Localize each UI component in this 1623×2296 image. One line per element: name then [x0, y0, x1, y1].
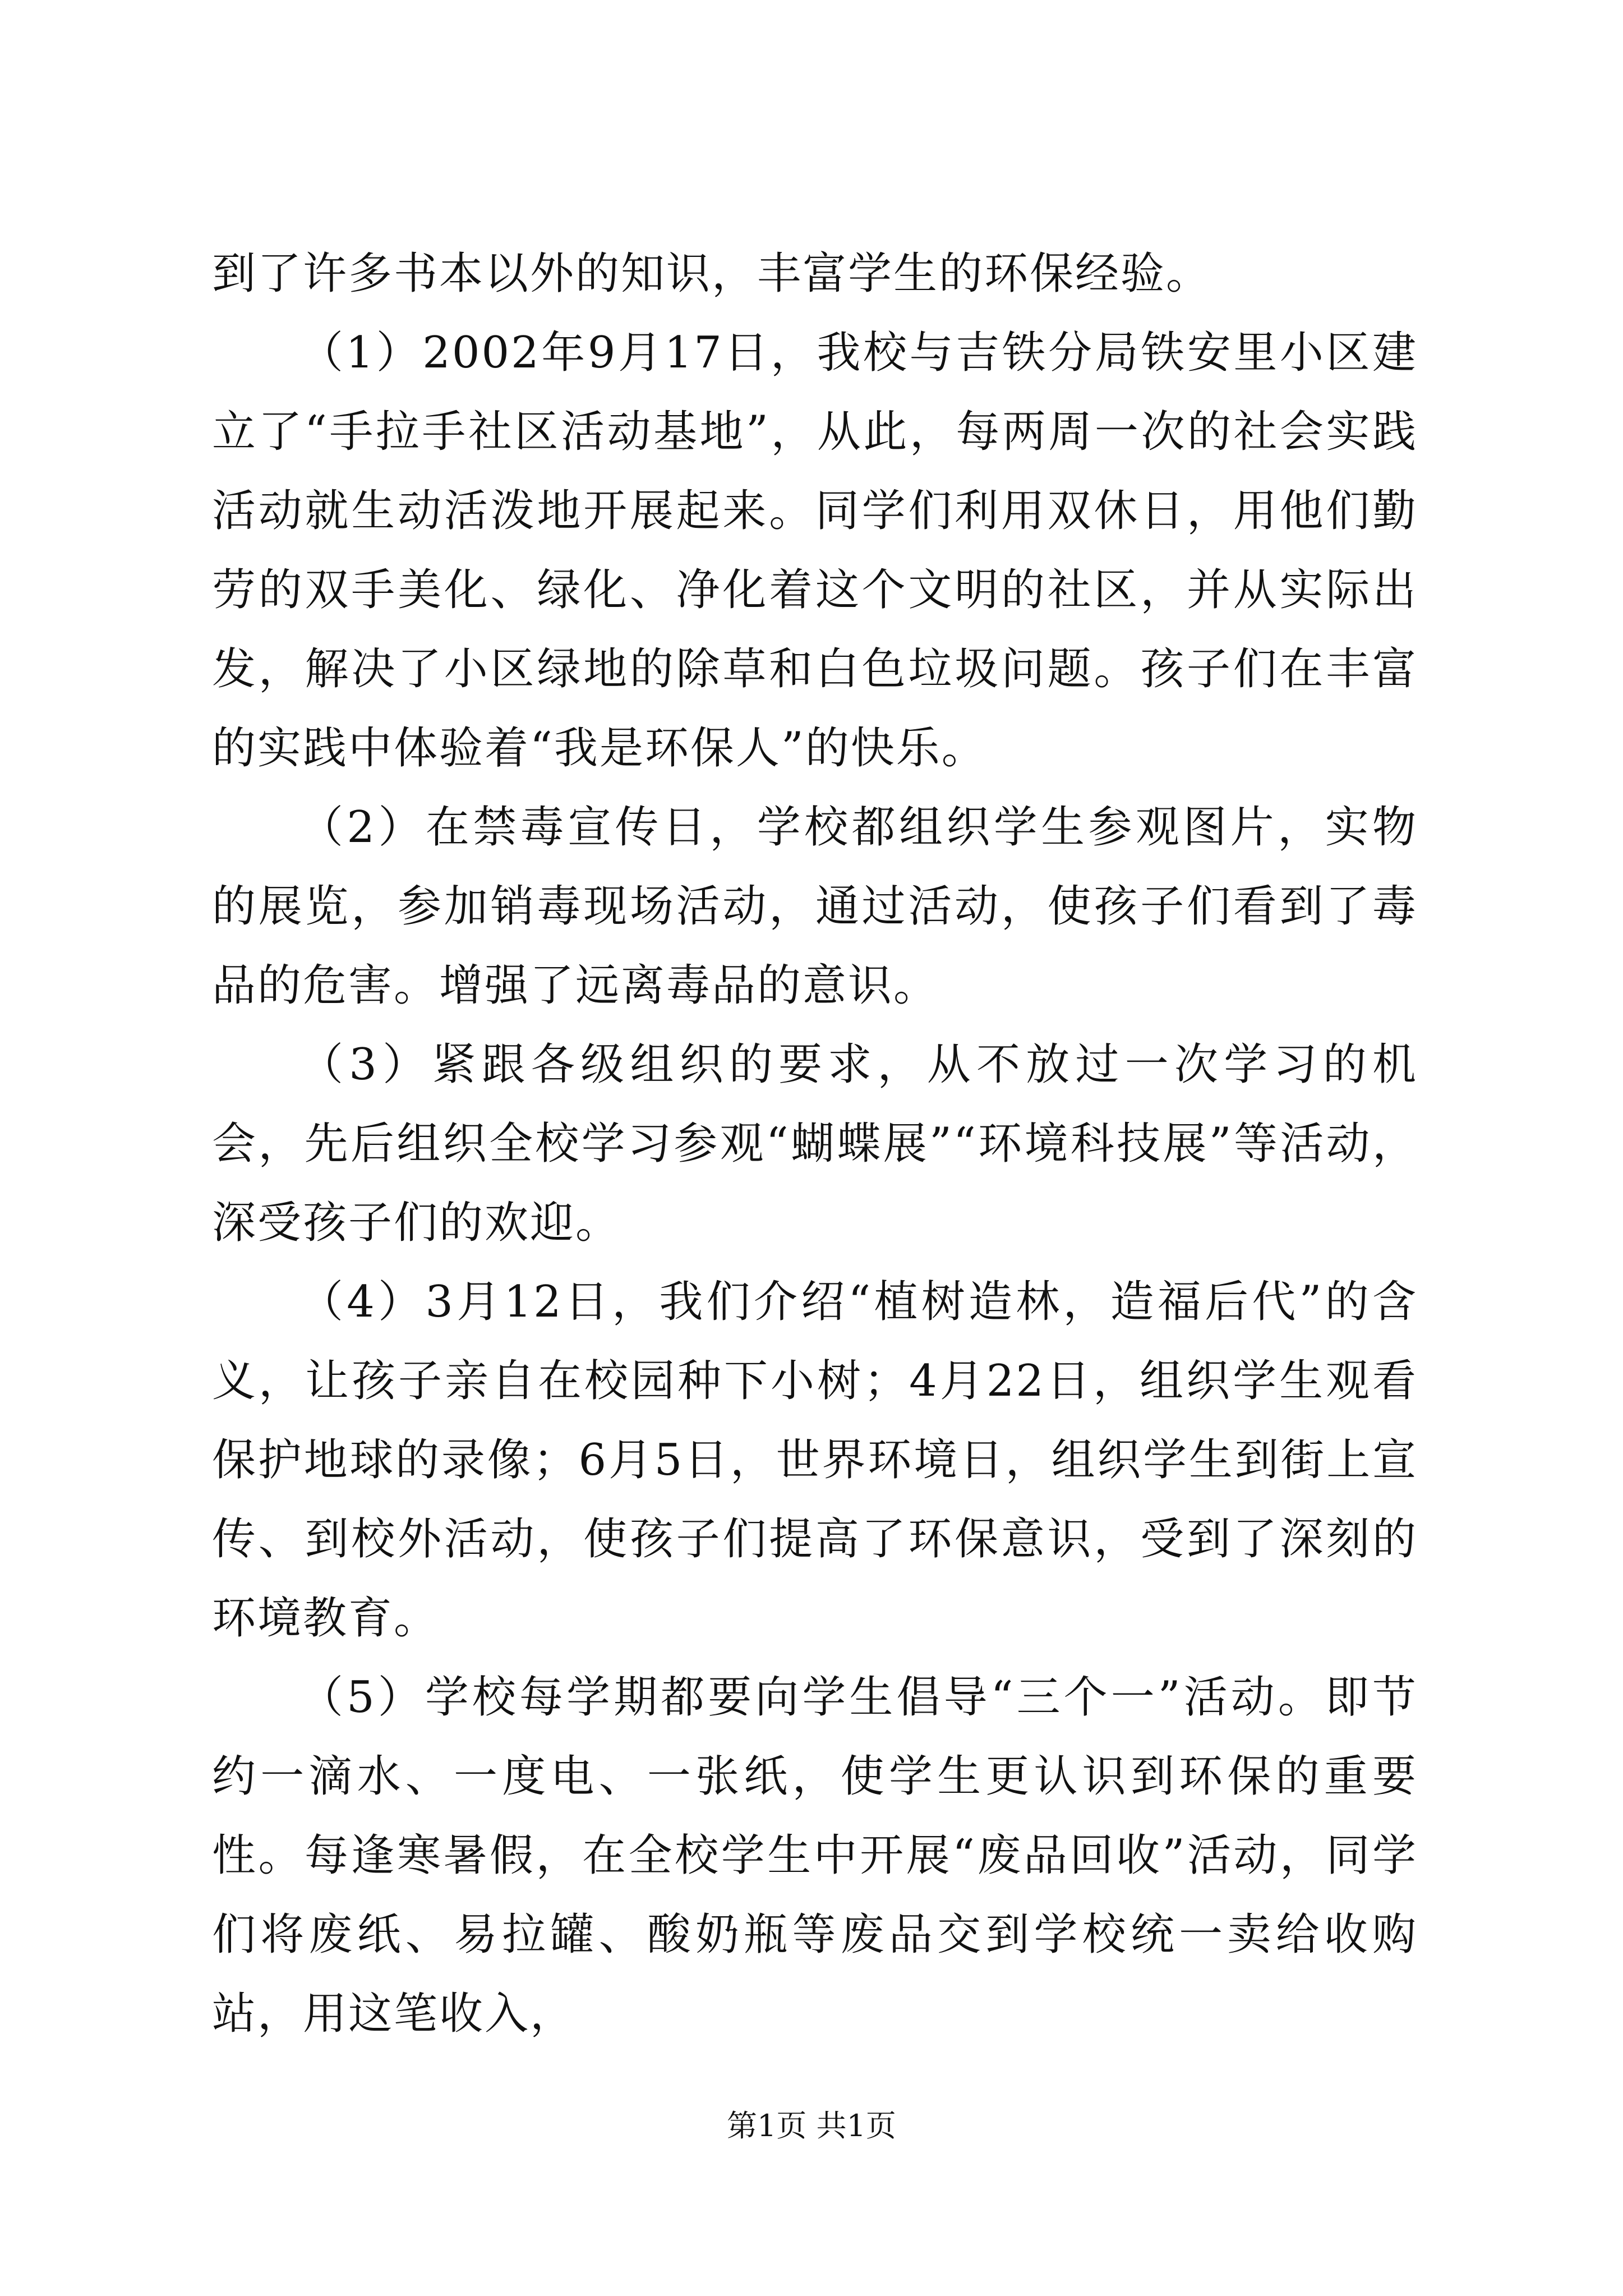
paragraph-item-3: （3）紧跟各级组织的要求，从不放过一次学习的机会，先后组织全校学习参观“蝴蝶展”“环境科技展”等活动，深受孩子们的欢迎。	[212, 1039, 1418, 1248]
document-body	[212, 234, 1418, 2054]
paragraph-item-5: （5）学校每学期都要向学生倡导“三个一”活动。即节约一滴水、一度电、一张纸，使学生更认识到环保的重要性。每逢寒暑假，在全校学生中开展“废品回收”活动，同学们将废纸、易拉罐、酸奶瓶等废品交到学校统一卖给收购站，用这笔收入，	[212, 1672, 1418, 2039]
page-footer: 第1页 共1页	[727, 2108, 896, 2143]
paragraph-item-1: （1）2002年9月17日，我校与吉铁分局铁安里小区建立了“手拉手社区活动基地”，从此，每两周一次的社会实践活动就生动活泼地开展起来。同学们利用双休日，用他们勤劳的双手美化、绿化、净化着这个文明的社区，并从实际出发，解决了小区绿地的除草和白色垃圾问题。孩子们在丰富的实践中体验着“我是环保人”的快乐。	[212, 328, 1418, 774]
paragraph-item-4: （4）3月12日，我们介绍“植树造林，造福后代”的含义，让孩子亲自在校园种下小树；4月22日，组织学生观看保护地球的录像；6月5日，世界环境日，组织学生到街上宣传、到校外活动，使孩子们提高了环保意识，受到了深刻的环境教育。	[212, 1277, 1418, 1644]
paragraph-continuation: 到了许多书本以外的知识，丰富学生的环保经验。	[212, 249, 1212, 299]
paragraph-item-2: （2）在禁毒宣传日，学校都组织学生参观图片，实物的展览，参加销毒现场活动，通过活动，使孩子们看到了毒品的危害。增强了远离毒品的意识。	[212, 802, 1418, 1011]
